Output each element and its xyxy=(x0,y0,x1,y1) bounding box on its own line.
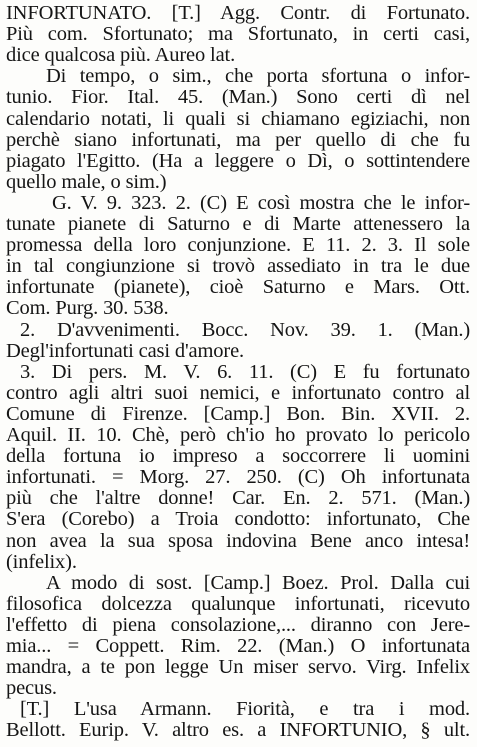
entry-line: pecus. xyxy=(6,677,57,700)
entry-line: filosofica dolcezza qualunque infortunati, ricevuto xyxy=(6,592,470,615)
entry-line: Comune di Firenze. [Camp.] Bon. Bin. XVII. 2. xyxy=(6,402,470,425)
entry-line: in tal congiunzione si trovò assediato in tra le due xyxy=(6,255,470,278)
entry-line: promessa della loro conjunzione. E 11. 2. 3. Il sole xyxy=(6,234,470,257)
entry-line: mia... = Coppett. Rim. 22. (Man.) O infortunata xyxy=(6,635,470,657)
entry-line: dice qualcosa più. Aureo lat. xyxy=(6,44,236,67)
entry-line: Com. Purg. 30. 538. xyxy=(6,297,169,320)
entry-line: Di tempo, o sim., che porta sfortuna o infor- xyxy=(46,65,470,88)
entry-line: Aquil. II. 10. Chè, però ch'io ho provato lo pericolo xyxy=(6,424,470,446)
entry-line: Degl'infortunati casi d'amore. xyxy=(6,339,244,362)
entry-line: contro agli altri suoi nemici, e infortunato contro al xyxy=(6,381,470,404)
entry-line: 2. D'avvenimenti. Bocc. Nov. 39. 1. (Man.) xyxy=(20,318,470,341)
entry-line: quello male, o sim.) xyxy=(6,170,167,193)
entry-line: S'era (Corebo) a Troia condotto: infortunato, Che xyxy=(6,508,470,531)
entry-line: della fortuna io impreso a soccorrere li uomini xyxy=(6,445,470,468)
entry-line: (infelix). xyxy=(6,550,77,573)
entry-line: [T.] L'usa Armann. Fiorità, e tra i mod. xyxy=(20,698,470,721)
entry-line: Più com. Sfortunato; ma Sfortunato, in certi casi, xyxy=(6,23,470,46)
entry-line: più che l'altre donne! Car. En. 2. 571. (Man.) xyxy=(6,487,470,510)
entry-line: Bellott. Eurip. V. altro es. a INFORTUNIO, § ult. xyxy=(6,719,470,742)
entry-line: 3. Di pers. M. V. 6. 11. (C) E fu fortunato xyxy=(20,360,470,383)
entry-line: l'effetto di piena consolazione,... diranno con Jere- xyxy=(6,613,470,636)
entry-line: tunio. Fior. Ital. 45. (Man.) Sono certi dì nel xyxy=(6,86,470,109)
entry-line: piagato l'Egitto. (Ha a leggere o Dì, o sottintendere xyxy=(6,149,470,172)
entry-line: tunate pianete di Saturno e di Marte attenessero la xyxy=(6,213,470,235)
entry-line: INFORTUNATO. [T.] Agg. Contr. di Fortunato. xyxy=(6,2,470,24)
entry-line: infortunati. = Morg. 27. 250. (C) Oh infortunata xyxy=(6,466,470,489)
entry-line: perchè siano infortunati, ma per quello di che fu xyxy=(6,128,470,151)
entry-line: calendario notati, li quali si chiamano egiziachi, non xyxy=(6,107,470,130)
entry-line: mandra, a te pon legge Un miser servo. Virg. Infelix xyxy=(6,656,470,679)
entry-line: G. V. 9. 323. 2. (C) E così mostra che le infor- xyxy=(52,191,470,214)
entry-line: non avea la sua sposa indovina Bene anco intesa! xyxy=(6,529,470,552)
entry-line: A modo di sost. [Camp.] Boez. Prol. Dalla cui xyxy=(46,571,470,594)
entry-line: infortunate (pianete), cioè Saturno e Mars. Ott. xyxy=(6,276,470,299)
